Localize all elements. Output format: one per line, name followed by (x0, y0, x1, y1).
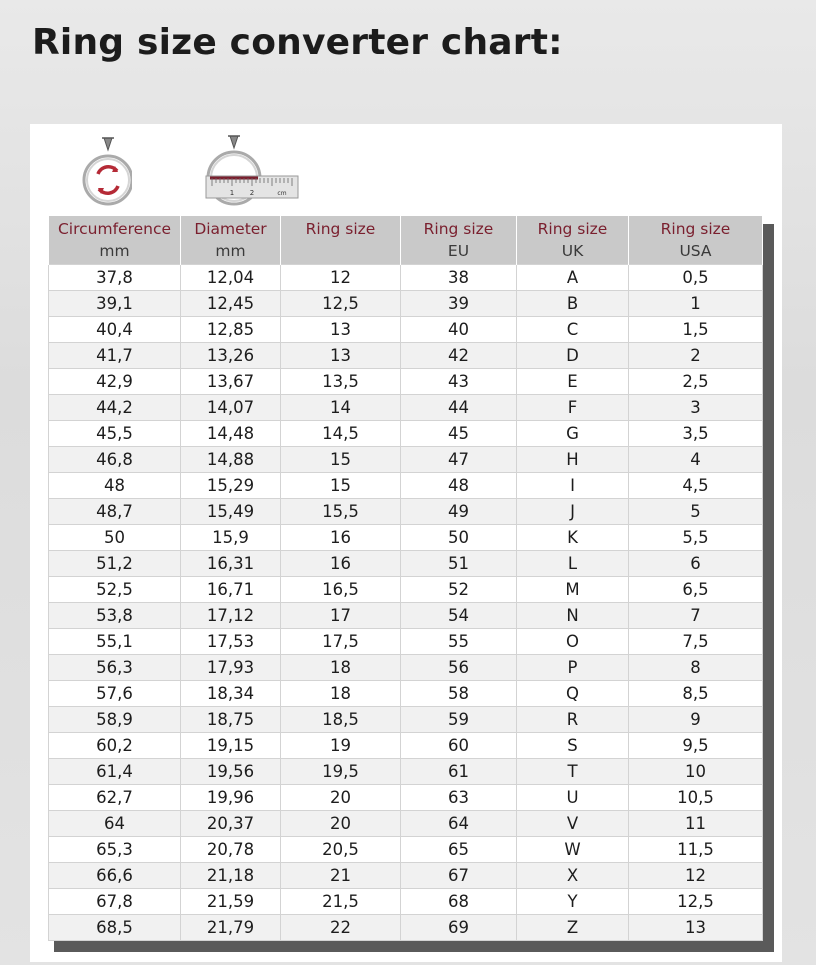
table-cell: 16,71 (181, 577, 281, 603)
table-cell: 21,79 (181, 915, 281, 941)
table-cell: 5,5 (629, 525, 763, 551)
table-cell: 42 (401, 343, 517, 369)
table-cell: 50 (401, 525, 517, 551)
table-cell: 39 (401, 291, 517, 317)
table-cell: 12,04 (181, 265, 281, 291)
table-row (49, 343, 763, 369)
table-cell: 19,56 (181, 759, 281, 785)
table-cell: 56,3 (49, 655, 181, 681)
table-cell: D (517, 343, 629, 369)
table-cell: 13 (629, 915, 763, 941)
column-header-unit (281, 240, 400, 262)
table-cell: P (517, 655, 629, 681)
ruler-number: 2 (249, 189, 255, 197)
table-cell: U (517, 785, 629, 811)
ring-diameter-ruler-icon (202, 132, 312, 212)
table-cell: 17,12 (181, 603, 281, 629)
table-cell: 16 (281, 551, 401, 577)
table-cell: 5 (629, 499, 763, 525)
table-cell: 52,5 (49, 577, 181, 603)
table-row (49, 291, 763, 317)
table-cell: 20,37 (181, 811, 281, 837)
column-header (181, 216, 281, 265)
table-row (49, 863, 763, 889)
table-cell: 11,5 (629, 837, 763, 863)
table-cell: 3,5 (629, 421, 763, 447)
table-cell: T (517, 759, 629, 785)
ring-size-table (48, 216, 763, 941)
table-cell: 4,5 (629, 473, 763, 499)
table-cell: A (517, 265, 629, 291)
table-cell: 48 (49, 473, 181, 499)
table-cell: 21,5 (281, 889, 401, 915)
column-header-label: Diameter (194, 220, 267, 238)
column-header-unit: mm (215, 242, 246, 260)
table-cell: 15,9 (181, 525, 281, 551)
table-cell: E (517, 369, 629, 395)
table-cell: 9 (629, 707, 763, 733)
table-cell: 9,5 (629, 733, 763, 759)
table-row (49, 265, 763, 291)
table-cell: 22 (281, 915, 401, 941)
table-cell: 63 (401, 785, 517, 811)
table-cell: 17,93 (181, 655, 281, 681)
table-cell: 14 (281, 395, 401, 421)
table-cell: S (517, 733, 629, 759)
table-cell: 0,5 (629, 265, 763, 291)
table-cell: 62,7 (49, 785, 181, 811)
ring-icons (52, 132, 312, 212)
table-cell: Y (517, 889, 629, 915)
table-cell: 1 (629, 291, 763, 317)
table-row (49, 889, 763, 915)
table-cell: 45,5 (49, 421, 181, 447)
table-row (49, 837, 763, 863)
table-cell: 50 (49, 525, 181, 551)
table-cell: 43 (401, 369, 517, 395)
table-cell: 37,8 (49, 265, 181, 291)
table-cell: 7,5 (629, 629, 763, 655)
column-header-label: Ring size (660, 220, 731, 238)
table-cell: 2,5 (629, 369, 763, 395)
table-cell: 4 (629, 447, 763, 473)
table-row (49, 915, 763, 941)
column-header (281, 216, 401, 265)
table-cell: 18,75 (181, 707, 281, 733)
table-cell: 47 (401, 447, 517, 473)
ruler-number: 1 (229, 189, 235, 197)
table-cell: 20,78 (181, 837, 281, 863)
column-header-label: Ring size (537, 220, 608, 238)
table-cell: 65 (401, 837, 517, 863)
table-cell: 15 (281, 473, 401, 499)
column-header-label: Circumference (57, 220, 172, 238)
column-header-unit: EU (447, 242, 470, 260)
table-cell: 67,8 (49, 889, 181, 915)
table-cell: 60,2 (49, 733, 181, 759)
table-cell: 39,1 (49, 291, 181, 317)
table-cell: F (517, 395, 629, 421)
page-title: Ring size converter chart: (32, 22, 563, 63)
table-cell: 55,1 (49, 629, 181, 655)
table-cell: 65,3 (49, 837, 181, 863)
column-header-unit: USA (679, 242, 712, 260)
column-header (401, 216, 517, 265)
column-header (629, 216, 763, 265)
table-cell: 19,15 (181, 733, 281, 759)
table-cell: 44,2 (49, 395, 181, 421)
table-row (49, 473, 763, 499)
table-cell: 10,5 (629, 785, 763, 811)
table-cell: 8 (629, 655, 763, 681)
table-row (49, 369, 763, 395)
table-row (49, 317, 763, 343)
table-cell: B (517, 291, 629, 317)
table-cell: Z (517, 915, 629, 941)
table-row (49, 733, 763, 759)
table-cell: 48 (401, 473, 517, 499)
table-cell: 67 (401, 863, 517, 889)
table-cell: 8,5 (629, 681, 763, 707)
table-row (49, 655, 763, 681)
table-cell: 53,8 (49, 603, 181, 629)
table-cell: 2 (629, 343, 763, 369)
table-cell: 10 (629, 759, 763, 785)
table-cell: R (517, 707, 629, 733)
table-row (49, 499, 763, 525)
table-row (49, 707, 763, 733)
table-cell: 54 (401, 603, 517, 629)
table-cell: 3 (629, 395, 763, 421)
table-cell: 16,31 (181, 551, 281, 577)
table-cell: 15,49 (181, 499, 281, 525)
table-cell: 12,5 (629, 889, 763, 915)
table-cell: 15,29 (181, 473, 281, 499)
table-cell: 17,5 (281, 629, 401, 655)
table-cell: G (517, 421, 629, 447)
ring-circumference-icon (52, 132, 132, 212)
table-cell: W (517, 837, 629, 863)
table-cell: 12 (629, 863, 763, 889)
table-row (49, 603, 763, 629)
table-cell: 46,8 (49, 447, 181, 473)
table-cell: 68,5 (49, 915, 181, 941)
column-header-label: Ring size (423, 220, 494, 238)
table-cell: N (517, 603, 629, 629)
table-cell: 12,85 (181, 317, 281, 343)
table-row (49, 395, 763, 421)
table-cell: 11 (629, 811, 763, 837)
table-cell: 20 (281, 785, 401, 811)
table-cell: 66,6 (49, 863, 181, 889)
table-cell: 6,5 (629, 577, 763, 603)
table-row (49, 681, 763, 707)
table-cell: 51,2 (49, 551, 181, 577)
table-cell: 6 (629, 551, 763, 577)
table-cell: 21 (281, 863, 401, 889)
table-cell: 61,4 (49, 759, 181, 785)
table-row (49, 811, 763, 837)
table-cell: 60 (401, 733, 517, 759)
column-header-label: Ring size (305, 220, 376, 238)
column-header-unit: UK (561, 242, 584, 260)
table-cell: 41,7 (49, 343, 181, 369)
table-cell: 57,6 (49, 681, 181, 707)
table-cell: 19,5 (281, 759, 401, 785)
table-cell: 16,5 (281, 577, 401, 603)
table-cell: 64 (401, 811, 517, 837)
table-cell: 21,59 (181, 889, 281, 915)
ring-size-table-wrapper (48, 216, 768, 944)
table-cell: 69 (401, 915, 517, 941)
table-cell: 19 (281, 733, 401, 759)
table-cell: 59 (401, 707, 517, 733)
table-cell: 49 (401, 499, 517, 525)
table-row (49, 759, 763, 785)
table-cell: 58,9 (49, 707, 181, 733)
table-body (49, 265, 763, 941)
table-cell: 17,53 (181, 629, 281, 655)
table-cell: 18 (281, 681, 401, 707)
table-cell: M (517, 577, 629, 603)
table-cell: 19,96 (181, 785, 281, 811)
table-cell: 20 (281, 811, 401, 837)
column-header (49, 216, 181, 265)
table-cell: 20,5 (281, 837, 401, 863)
table-cell: 16 (281, 525, 401, 551)
table-cell: L (517, 551, 629, 577)
table-cell: 51 (401, 551, 517, 577)
table-cell: 18,5 (281, 707, 401, 733)
table-cell: Q (517, 681, 629, 707)
table-cell: 18,34 (181, 681, 281, 707)
table-cell: 55 (401, 629, 517, 655)
column-header-unit: mm (99, 242, 130, 260)
table-cell: J (517, 499, 629, 525)
table-cell: 12,45 (181, 291, 281, 317)
table-cell: 18 (281, 655, 401, 681)
table-cell: 13,5 (281, 369, 401, 395)
table-cell: 44 (401, 395, 517, 421)
table-cell: 40,4 (49, 317, 181, 343)
table-cell: 12,5 (281, 291, 401, 317)
table-cell: O (517, 629, 629, 655)
table-cell: 64 (49, 811, 181, 837)
table-cell: 40 (401, 317, 517, 343)
table-cell: 48,7 (49, 499, 181, 525)
table-cell: K (517, 525, 629, 551)
table-cell: V (517, 811, 629, 837)
table-cell: 14,88 (181, 447, 281, 473)
table-header-row (49, 216, 763, 265)
table-cell: 68 (401, 889, 517, 915)
table-row (49, 421, 763, 447)
table-row (49, 785, 763, 811)
table-cell: 1,5 (629, 317, 763, 343)
table-row (49, 577, 763, 603)
table-cell: X (517, 863, 629, 889)
table-cell: 15 (281, 447, 401, 473)
table-cell: 17 (281, 603, 401, 629)
ruler-unit: cm (277, 190, 287, 197)
table-cell: 56 (401, 655, 517, 681)
table-cell: 14,5 (281, 421, 401, 447)
table-row (49, 447, 763, 473)
table-cell: 21,18 (181, 863, 281, 889)
table-row (49, 525, 763, 551)
table-cell: H (517, 447, 629, 473)
table-cell: I (517, 473, 629, 499)
table-cell: 38 (401, 265, 517, 291)
table-cell: 15,5 (281, 499, 401, 525)
table-cell: 42,9 (49, 369, 181, 395)
table-cell: C (517, 317, 629, 343)
table-cell: 52 (401, 577, 517, 603)
table-cell: 7 (629, 603, 763, 629)
table-cell: 12 (281, 265, 401, 291)
table-cell: 13,67 (181, 369, 281, 395)
table-cell: 14,48 (181, 421, 281, 447)
table-cell: 13 (281, 343, 401, 369)
table-row (49, 629, 763, 655)
table-row (49, 551, 763, 577)
table-cell: 61 (401, 759, 517, 785)
table-cell: 45 (401, 421, 517, 447)
table-cell: 14,07 (181, 395, 281, 421)
column-header (517, 216, 629, 265)
table-cell: 13,26 (181, 343, 281, 369)
table-cell: 58 (401, 681, 517, 707)
table-cell: 13 (281, 317, 401, 343)
